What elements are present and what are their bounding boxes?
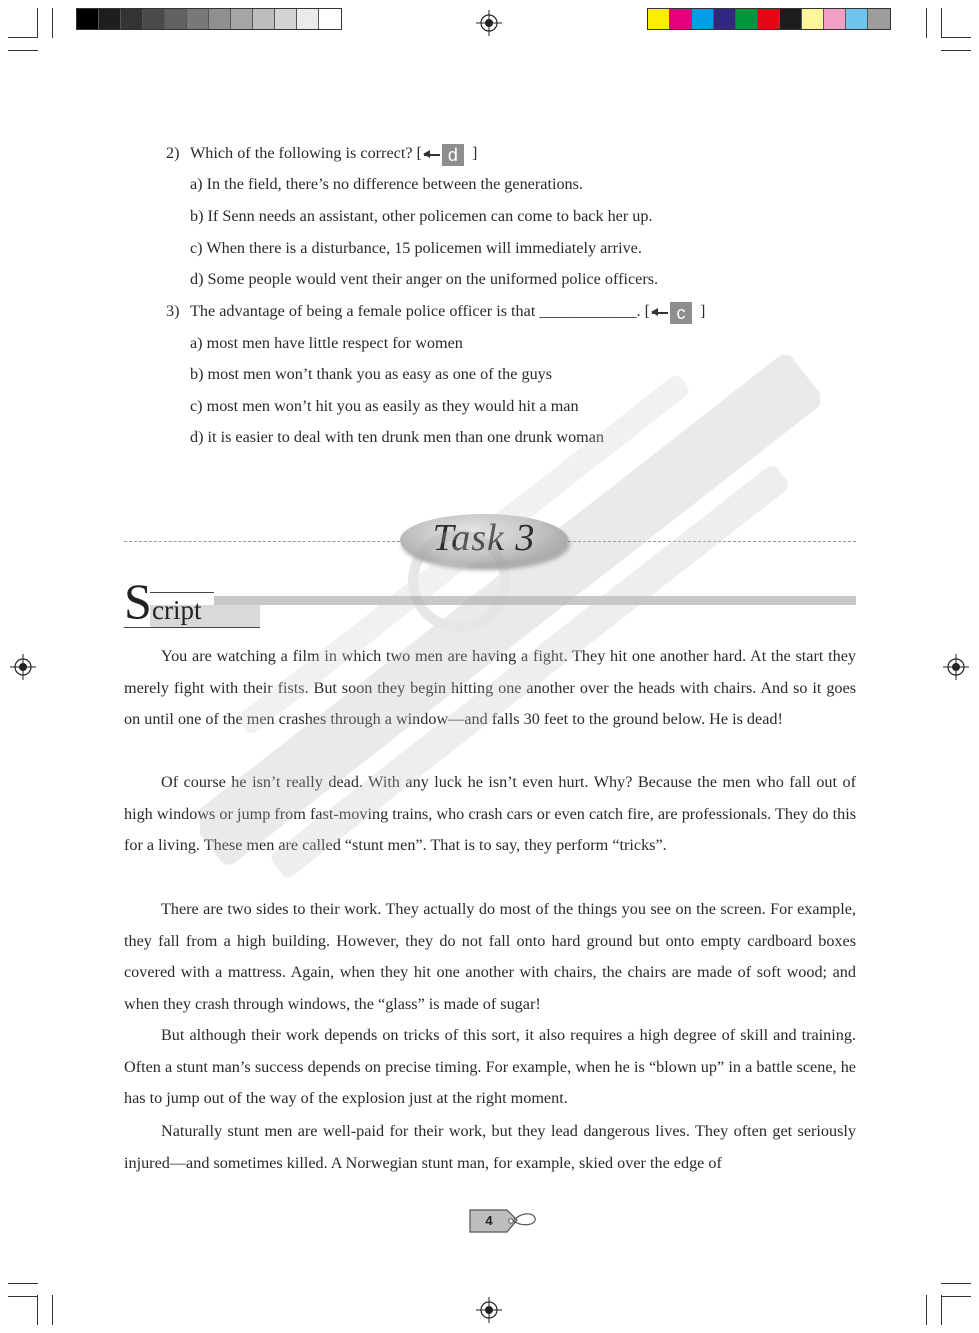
calibration-swatch xyxy=(758,9,780,29)
calibration-swatch xyxy=(77,9,99,29)
crop-mark xyxy=(941,37,971,38)
crop-mark xyxy=(52,8,53,38)
section-heading-text: cript xyxy=(152,595,202,625)
calibration-swatch xyxy=(846,9,868,29)
answer-letter: c xyxy=(670,302,692,324)
crop-mark xyxy=(37,1295,38,1325)
option: a) most men have little respect for women xyxy=(190,334,463,352)
question-number: 3) xyxy=(166,302,180,320)
calibration-swatch xyxy=(648,9,670,29)
option: c) When there is a disturbance, 15 policemen will immediately arrive. xyxy=(190,239,642,257)
left-arrow-icon xyxy=(652,312,668,314)
crop-mark xyxy=(8,37,38,38)
task-divider-left xyxy=(124,541,400,542)
crop-mark xyxy=(37,8,38,38)
crop-mark xyxy=(926,8,927,38)
section-heading-initial: S xyxy=(124,573,152,629)
question-text: Which of the following is correct? [ xyxy=(190,144,422,162)
calibration-swatch xyxy=(187,9,209,29)
crop-mark xyxy=(941,1295,942,1325)
option: b) most men won’t thank you as easy as one of the guys xyxy=(190,365,553,383)
answer-letter: d xyxy=(442,144,464,166)
crop-mark xyxy=(941,8,942,38)
task-title: Task 3 xyxy=(432,517,536,559)
calibration-swatch xyxy=(868,9,890,29)
registration-mark-icon xyxy=(10,654,36,680)
option: a) In the field, there’s no difference between the generations. xyxy=(190,175,583,193)
calibration-swatch xyxy=(297,9,319,29)
question-number: 2) xyxy=(166,144,180,162)
color-calibration-bar xyxy=(647,8,891,30)
calibration-swatch xyxy=(670,9,692,29)
crop-mark xyxy=(8,1296,38,1297)
option: c) most men won’t hit you as easily as they would hit a man xyxy=(190,397,579,415)
option: b) If Senn needs an assistant, other policemen can come to back her up. xyxy=(190,207,653,225)
calibration-swatch xyxy=(275,9,297,29)
registration-mark-icon xyxy=(476,1297,502,1323)
calibration-swatch xyxy=(802,9,824,29)
paragraph: Naturally stunt men are well-paid for their work, but they lead dangerous lives. They often get seriously injured—and sometimes killed. A Norwegian stunt man, for example, skied over the edge of xyxy=(124,1122,856,1172)
crop-mark xyxy=(941,50,971,51)
calibration-swatch xyxy=(209,9,231,29)
section-heading-underline xyxy=(124,627,260,628)
calibration-swatch xyxy=(319,9,341,29)
option: d) it is easier to deal with ten drunk men than one drunk woman xyxy=(190,428,605,446)
task-divider-right xyxy=(568,541,856,542)
page-number: 4 xyxy=(485,1213,493,1228)
calibration-swatch xyxy=(736,9,758,29)
crop-mark xyxy=(8,1283,38,1284)
option: d) Some people would vent their anger on the uniformed police officers. xyxy=(190,270,659,288)
calibration-swatch xyxy=(780,9,802,29)
calibration-swatch xyxy=(714,9,736,29)
answer-tag xyxy=(650,303,696,323)
calibration-swatch xyxy=(143,9,165,29)
paragraph: Of course he isn’t really dead. With any luck he isn’t even hurt. Why? Because the men who fall out of high windows or jump from fast-moving trains, who crash cars or even catch fire, are professionals. They do this for a living. These men are called “stunt men”. That is to say, they perform “tricks”. xyxy=(124,773,856,855)
paragraph: There are two sides to their work. They actually do most of the things you see on the screen. For example, they fall from a high building. However, they do not fall onto hard ground but onto empty cardboard boxes covered with a mattress. Again, when they hit one another with chairs, the chairs are made of soft wood; and when they crash through windows, the “glass” is made of sugar! xyxy=(124,900,856,1013)
question-close-bracket: ] xyxy=(700,302,706,320)
section-rule xyxy=(214,596,856,605)
calibration-swatch xyxy=(99,9,121,29)
task-banner xyxy=(400,514,568,566)
crop-mark xyxy=(52,1295,53,1325)
calibration-swatch xyxy=(165,9,187,29)
crop-mark xyxy=(8,50,38,51)
registration-mark-icon xyxy=(476,10,502,36)
question-3 xyxy=(166,301,705,322)
calibration-swatch xyxy=(253,9,275,29)
question-2 xyxy=(166,143,477,164)
calibration-swatch xyxy=(824,9,846,29)
answer-tag xyxy=(422,145,468,165)
paragraph: But although their work depends on tricks of this sort, it also requires a high degree of skill and training. Often a stunt man’s success depends on precise timing. For example, when he is “blown up” in a battle scene, he has to jump out of the way of the explosion just at the right moment. xyxy=(124,1026,856,1108)
question-close-bracket: ] xyxy=(471,144,478,162)
grayscale-calibration-bar xyxy=(76,8,342,30)
calibration-swatch xyxy=(231,9,253,29)
left-arrow-icon xyxy=(424,154,440,156)
registration-mark-icon xyxy=(943,654,969,680)
paragraph: You are watching a film in which two men are having a fight. They hit one another hard. At the start they merely fight with their fists. But soon they begin hitting one another over the heads with chairs. And so it goes on until one of the men crashes through a window—and falls 30 feet to the ground below. He is dead! xyxy=(124,647,856,729)
question-text: The advantage of being a female police officer is that ____________. [ xyxy=(190,302,650,320)
crop-mark xyxy=(941,1283,971,1284)
calibration-swatch xyxy=(121,9,143,29)
calibration-swatch xyxy=(692,9,714,29)
crop-mark xyxy=(926,1295,927,1325)
section-heading-overline xyxy=(150,592,214,593)
crop-mark xyxy=(941,1296,971,1297)
